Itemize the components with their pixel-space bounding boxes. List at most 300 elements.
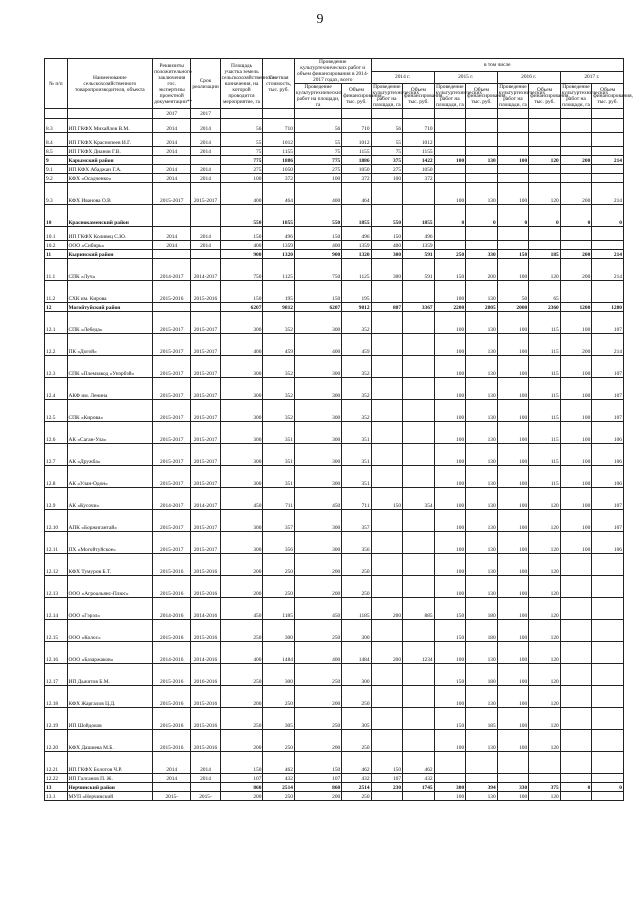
row-year-finance: 1359: [403, 241, 435, 250]
row-year-finance: [592, 227, 624, 241]
row-total-finance: 250: [342, 792, 371, 801]
row-period: 2014-2016: [191, 642, 220, 664]
row-year-finance: 130: [466, 378, 498, 400]
row-period: 2014: [191, 174, 220, 183]
table-row: [45, 205, 624, 227]
table-row: [45, 774, 624, 783]
row-details: 2015-2017: [153, 378, 191, 400]
row-year-finance: [529, 227, 561, 241]
row-details: 2014: [153, 133, 191, 147]
row-total-works: 150: [294, 227, 341, 241]
row-year-works: 75: [371, 147, 403, 156]
table-row: [45, 466, 624, 488]
row-details: [153, 783, 191, 792]
row-total-works: 200: [294, 576, 341, 598]
row-period: 2014-2017: [191, 488, 220, 510]
row-number: 11.1: [45, 259, 68, 281]
header-year-2016: 2016 г.: [497, 71, 560, 84]
row-year-finance: 130: [466, 686, 498, 708]
row-year-works: [434, 165, 466, 174]
row-year-finance: 130: [466, 356, 498, 378]
row-year-finance: 372: [403, 174, 435, 183]
row-period: 2015-2016: [191, 730, 220, 752]
row-cost: 462: [263, 752, 295, 774]
row-year-works: 275: [371, 165, 403, 174]
row-year-works: [560, 708, 592, 730]
row-total-finance: 352: [342, 378, 371, 400]
row-area: 300: [220, 444, 263, 466]
row-year-works: 230: [371, 783, 403, 792]
row-year-works: 300: [371, 259, 403, 281]
row-name: ИП ГКФХ Михайлов В.М.: [67, 119, 153, 133]
row-year-finance: [466, 133, 498, 147]
row-period: 2015-2017: [191, 400, 220, 422]
row-year-finance: [529, 165, 561, 174]
row-total-finance: 351: [342, 466, 371, 488]
row-year-finance: 214: [592, 156, 624, 165]
row-year-finance: 115: [529, 466, 561, 488]
row-number: 12.19: [45, 708, 68, 730]
row-year-works: 200: [371, 598, 403, 620]
row-total-finance: 357: [342, 510, 371, 532]
row-year-works: [560, 620, 592, 642]
row-details: 2015-2017: [153, 422, 191, 444]
row-year-finance: [403, 281, 435, 303]
row-total-works: 200: [294, 730, 341, 752]
row-name: Карымский район: [67, 156, 153, 165]
row-cost: 195: [263, 281, 295, 303]
row-year-finance: 120: [529, 664, 561, 686]
row-year-finance: 120: [529, 686, 561, 708]
header-y-works: Проведение культуртехнических работ на площади, га: [498, 84, 546, 108]
row-total-works: 6207: [294, 303, 341, 312]
row-year-finance: 120: [529, 730, 561, 752]
row-year-works: 150: [434, 708, 466, 730]
row-year-works: [560, 730, 592, 752]
row-number: 12.7: [45, 444, 68, 466]
row-year-finance: 214: [592, 259, 624, 281]
row-year-finance: [403, 378, 435, 400]
row-total-works: 300: [294, 378, 341, 400]
row-year-finance: 106: [592, 532, 624, 554]
row-cost: 357: [263, 510, 295, 532]
table-row: [45, 783, 624, 792]
row-year-finance: 375: [529, 783, 561, 792]
row-total-works: 300: [294, 312, 341, 334]
row-total-finance: 464: [342, 183, 371, 205]
row-details: 2014: [153, 165, 191, 174]
row-year-finance: 3367: [403, 303, 435, 312]
row-total-finance: 1012: [342, 133, 371, 147]
row-year-finance: 120: [529, 554, 561, 576]
header-y-finance: Объем финансирования, тыс. руб.: [529, 84, 561, 109]
table-row: [45, 444, 624, 466]
table-row: [45, 156, 624, 165]
row-cost: 352: [263, 312, 295, 334]
row-details: 2015-2017: [153, 510, 191, 532]
row-total-finance: 1359: [342, 241, 371, 250]
row-period: 2015-2016: [191, 554, 220, 576]
row-name: Могойтуйский район: [67, 303, 153, 312]
row-details: 2015-2017: [153, 400, 191, 422]
row-year-works: [371, 532, 403, 554]
row-year-works: 100: [434, 510, 466, 532]
row-year-finance: [403, 334, 435, 356]
row-total-works: 450: [294, 598, 341, 620]
row-cost: 1484: [263, 642, 295, 664]
row-period: 2014: [191, 147, 220, 156]
row-year-finance: 2360: [529, 303, 561, 312]
row-year-finance: 130: [466, 554, 498, 576]
row-total-works: 400: [294, 334, 341, 356]
row-total-works: 55: [294, 133, 341, 147]
row-total-works: 400: [294, 642, 341, 664]
row-year-works: 100: [497, 444, 529, 466]
row-cost: 352: [263, 356, 295, 378]
row-number: 9.3: [45, 183, 68, 205]
row-year-works: 100: [560, 532, 592, 554]
row-year-finance: 0: [592, 783, 624, 792]
row-year-works: [371, 708, 403, 730]
row-year-works: [560, 576, 592, 598]
row-year-works: [560, 774, 592, 783]
row-year-works: [560, 752, 592, 774]
row-year-works: 100: [434, 686, 466, 708]
row-year-finance: [403, 312, 435, 334]
header-num: № п/п: [45, 59, 68, 109]
table-row: [45, 576, 624, 598]
row-year-finance: 0: [592, 205, 624, 227]
row-year-works: [371, 686, 403, 708]
table-row: [45, 752, 624, 774]
row-total-works: 300: [294, 444, 341, 466]
row-year-finance: 130: [466, 422, 498, 444]
row-period: 2014: [191, 227, 220, 241]
row-name: АК «Дружба»: [67, 444, 153, 466]
row-area: 450: [220, 598, 263, 620]
row-name: СПК «Племзавод «Унэрбэй»: [67, 356, 153, 378]
row-details: 2015-2017: [153, 356, 191, 378]
row-total-finance: 351: [342, 444, 371, 466]
row-year-finance: 462: [403, 752, 435, 774]
row-name: МУП «Нерчинский: [67, 792, 153, 801]
row-year-works: 150: [371, 488, 403, 510]
row-year-finance: 120: [529, 488, 561, 510]
row-total-finance: 710: [342, 119, 371, 133]
table-row: [45, 686, 624, 708]
row-year-finance: 130: [466, 532, 498, 554]
row-year-works: [371, 444, 403, 466]
row-year-finance: [403, 466, 435, 488]
row-year-finance: 1155: [403, 147, 435, 156]
row-name: КФХ Иванова О.В: [67, 183, 153, 205]
row-year-finance: 120: [529, 532, 561, 554]
row-year-finance: 130: [466, 730, 498, 752]
row-period: 2014-2017: [191, 259, 220, 281]
row-cost: 352: [263, 400, 295, 422]
row-year-finance: [403, 686, 435, 708]
row-year-finance: [592, 576, 624, 598]
row-details: 2015-2017: [153, 532, 191, 554]
row-year-finance: [592, 774, 624, 783]
row-year-finance: 120: [529, 598, 561, 620]
row-year-works: 150: [497, 250, 529, 259]
row-cost: 459: [263, 334, 295, 356]
table-row: [45, 259, 624, 281]
row-total-works: 300: [294, 466, 341, 488]
row-year-finance: [403, 576, 435, 598]
row-year-works: 100: [497, 642, 529, 664]
row-year-works: [371, 466, 403, 488]
row-details: 2015-2017: [153, 466, 191, 488]
row-period: 2015-2016: [191, 281, 220, 303]
row-year-works: [560, 147, 592, 156]
row-area: 300: [220, 422, 263, 444]
row-name: КФХ Жаргалов Ц.Д.: [67, 686, 153, 708]
row-name: ООО «Базаржаков»: [67, 642, 153, 664]
row-cost: 496: [263, 227, 295, 241]
row-details: 2015-2017: [153, 312, 191, 334]
row-total-finance: 250: [342, 576, 371, 598]
header-total-group: Проведение культуртехнических работ и объем финансирования в 2014-2017 годах, всего: [294, 59, 371, 84]
row-name: ИП Шойдоков: [67, 708, 153, 730]
row-year-works: 100: [497, 686, 529, 708]
row-number: 12.18: [45, 686, 68, 708]
row-year-finance: [403, 422, 435, 444]
row-year-works: 100: [560, 488, 592, 510]
row-year-works: 100: [560, 466, 592, 488]
row-year-finance: 130: [466, 312, 498, 334]
row-number: 12.10: [45, 510, 68, 532]
row-year-works: [560, 119, 592, 133]
row-year-works: 400: [371, 241, 403, 250]
row-number: 12.22: [45, 774, 68, 783]
row-number: 12.12: [45, 554, 68, 576]
row-area: 300: [220, 466, 263, 488]
row-area: 150: [220, 227, 263, 241]
row-year-finance: [592, 730, 624, 752]
row-period: [191, 303, 220, 312]
row-year-finance: [592, 664, 624, 686]
header-y-finance: Объем финансирования, тыс. руб.: [403, 84, 435, 109]
row-year-works: 300: [434, 783, 466, 792]
row-area: 300: [220, 312, 263, 334]
row-number: 12.13: [45, 576, 68, 598]
row-details: 2015-: [153, 792, 191, 801]
row-name: ИП КФХ Абаджан Г.А.: [67, 165, 153, 174]
row-year-finance: [592, 554, 624, 576]
row-year-finance: 185: [466, 708, 498, 730]
row-year-finance: [529, 119, 561, 133]
row-period: 2014-2016: [191, 598, 220, 620]
row-area: 300: [220, 378, 263, 400]
row-year-finance: 130: [466, 792, 498, 801]
row-name: Краснокаменский район: [67, 205, 153, 227]
row-period: 2015-2017: [191, 444, 220, 466]
row-area: 450: [220, 488, 263, 510]
row-details: 2014: [153, 174, 191, 183]
table-row: [45, 598, 624, 620]
row-year-finance: [403, 708, 435, 730]
row-year-finance: [403, 444, 435, 466]
row-year-works: 100: [560, 312, 592, 334]
row-year-works: 100: [371, 174, 403, 183]
row-name: Кыринский район: [67, 250, 153, 259]
table-row: [45, 664, 624, 686]
table-row: [45, 241, 624, 250]
row-year-finance: 120: [529, 156, 561, 165]
row-number: 12.21: [45, 752, 68, 774]
row-number: 12.8: [45, 466, 68, 488]
row-year-works: 100: [434, 156, 466, 165]
row-number: 10.2: [45, 241, 68, 250]
row-year-works: [371, 554, 403, 576]
row-year-works: 100: [434, 400, 466, 422]
row-number: 12.16: [45, 642, 68, 664]
row-year-works: [371, 422, 403, 444]
row-year-works: 100: [497, 183, 529, 205]
row-year-works: 100: [560, 356, 592, 378]
row-number: 8.4: [45, 133, 68, 147]
row-period: 2015-2017: [191, 356, 220, 378]
row-total-works: 200: [294, 686, 341, 708]
row-year-works: [497, 147, 529, 156]
row-year-works: [434, 774, 466, 783]
row-year-works: 150: [371, 227, 403, 241]
row-details: [153, 205, 191, 227]
row-total-finance: 462: [342, 752, 371, 774]
row-year-works: 100: [497, 664, 529, 686]
row-year-finance: 130: [466, 334, 498, 356]
row-name: АК «Улан-Одон»: [67, 466, 153, 488]
row-period: 2014: [191, 119, 220, 133]
row-name: СПК «Лебеда»: [67, 312, 153, 334]
row-year-works: [434, 752, 466, 774]
row-number: 11: [45, 250, 68, 259]
row-total-works: 300: [294, 400, 341, 422]
row-details: [153, 303, 191, 312]
row-year-works: [497, 165, 529, 174]
row-total-finance: 300: [342, 664, 371, 686]
header-y-works: Проведение культуртехнических работ на площади, га: [372, 84, 420, 108]
row-name: СПК «Кирова»: [67, 400, 153, 422]
row-year-finance: [466, 119, 498, 133]
row-year-finance: [466, 165, 498, 174]
row-year-finance: 214: [592, 334, 624, 356]
row-total-works: 200: [294, 554, 341, 576]
row-area: 300: [220, 356, 263, 378]
row-area: 200: [220, 576, 263, 598]
row-total-works: 400: [294, 183, 341, 205]
row-year-works: 100: [497, 708, 529, 730]
row-year-works: 100: [497, 312, 529, 334]
row-year-works: [560, 227, 592, 241]
table-row: [45, 133, 624, 147]
row-year-works: 100: [560, 444, 592, 466]
row-details: 2014-2017: [153, 259, 191, 281]
row-year-finance: [592, 620, 624, 642]
row-period: 2014: [191, 774, 220, 783]
row-number: 8.3: [45, 119, 68, 133]
row-cost: 9812: [263, 303, 295, 312]
row-year-works: 200: [560, 250, 592, 259]
row-year-finance: [592, 241, 624, 250]
row-year-finance: [403, 554, 435, 576]
row-year-finance: 2805: [466, 303, 498, 312]
row-name: СПК «Луч»: [67, 259, 153, 281]
row-year-finance: 0: [466, 205, 498, 227]
row-details: 2015-2016: [153, 281, 191, 303]
row-year-works: 100: [434, 183, 466, 205]
row-details: 2014: [153, 147, 191, 156]
table-body: [45, 119, 624, 801]
row-year-works: [560, 642, 592, 664]
row-year-finance: 115: [529, 312, 561, 334]
row-year-works: 0: [434, 205, 466, 227]
program-table: [44, 58, 633, 801]
header-sub-finance: Объем финансирования, тыс. руб.: [342, 84, 371, 109]
row-year-finance: 115: [529, 400, 561, 422]
row-period: 2015-2016: [191, 686, 220, 708]
row-area: 900: [220, 250, 263, 259]
row-year-works: 0: [560, 205, 592, 227]
row-year-finance: 1050: [403, 165, 435, 174]
carry-details: 2017: [153, 109, 191, 119]
row-total-finance: 2514: [342, 783, 371, 792]
row-year-finance: [403, 356, 435, 378]
row-year-finance: [403, 664, 435, 686]
row-total-works: 150: [294, 752, 341, 774]
row-year-finance: 591: [403, 259, 435, 281]
row-number: 12.1: [45, 312, 68, 334]
row-year-finance: 130: [466, 183, 498, 205]
row-cost: 711: [263, 488, 295, 510]
row-total-finance: 352: [342, 356, 371, 378]
row-cost: 351: [263, 444, 295, 466]
row-area: 400: [220, 642, 263, 664]
row-year-finance: 180: [466, 664, 498, 686]
row-year-works: [560, 664, 592, 686]
row-year-finance: 130: [466, 488, 498, 510]
row-cost: 300: [263, 664, 295, 686]
header-y-works: Проведение культуртехнических работ на площади, га: [561, 84, 609, 108]
row-period: 2014: [191, 165, 220, 174]
row-cost: 351: [263, 466, 295, 488]
row-year-works: 100: [497, 466, 529, 488]
row-year-works: 200: [371, 642, 403, 664]
row-name: ПХ «Могойтуйское»: [67, 532, 153, 554]
row-year-works: 100: [560, 510, 592, 532]
row-total-finance: 1320: [342, 250, 371, 259]
table-row: [45, 250, 624, 259]
row-year-finance: 180: [466, 598, 498, 620]
row-year-finance: [529, 241, 561, 250]
row-name: АК «Саган-Ула»: [67, 422, 153, 444]
table-row: [45, 488, 624, 510]
row-total-works: 300: [294, 532, 341, 554]
row-year-works: 100: [434, 334, 466, 356]
row-year-finance: 130: [466, 400, 498, 422]
row-number: 12.15: [45, 620, 68, 642]
row-area: 250: [220, 708, 263, 730]
row-total-works: 250: [294, 620, 341, 642]
row-year-finance: 115: [529, 378, 561, 400]
row-details: 2015-2016: [153, 620, 191, 642]
row-cost: 432: [263, 774, 295, 783]
row-year-finance: 120: [529, 510, 561, 532]
row-year-works: 100: [434, 281, 466, 303]
row-total-finance: 9812: [342, 303, 371, 312]
